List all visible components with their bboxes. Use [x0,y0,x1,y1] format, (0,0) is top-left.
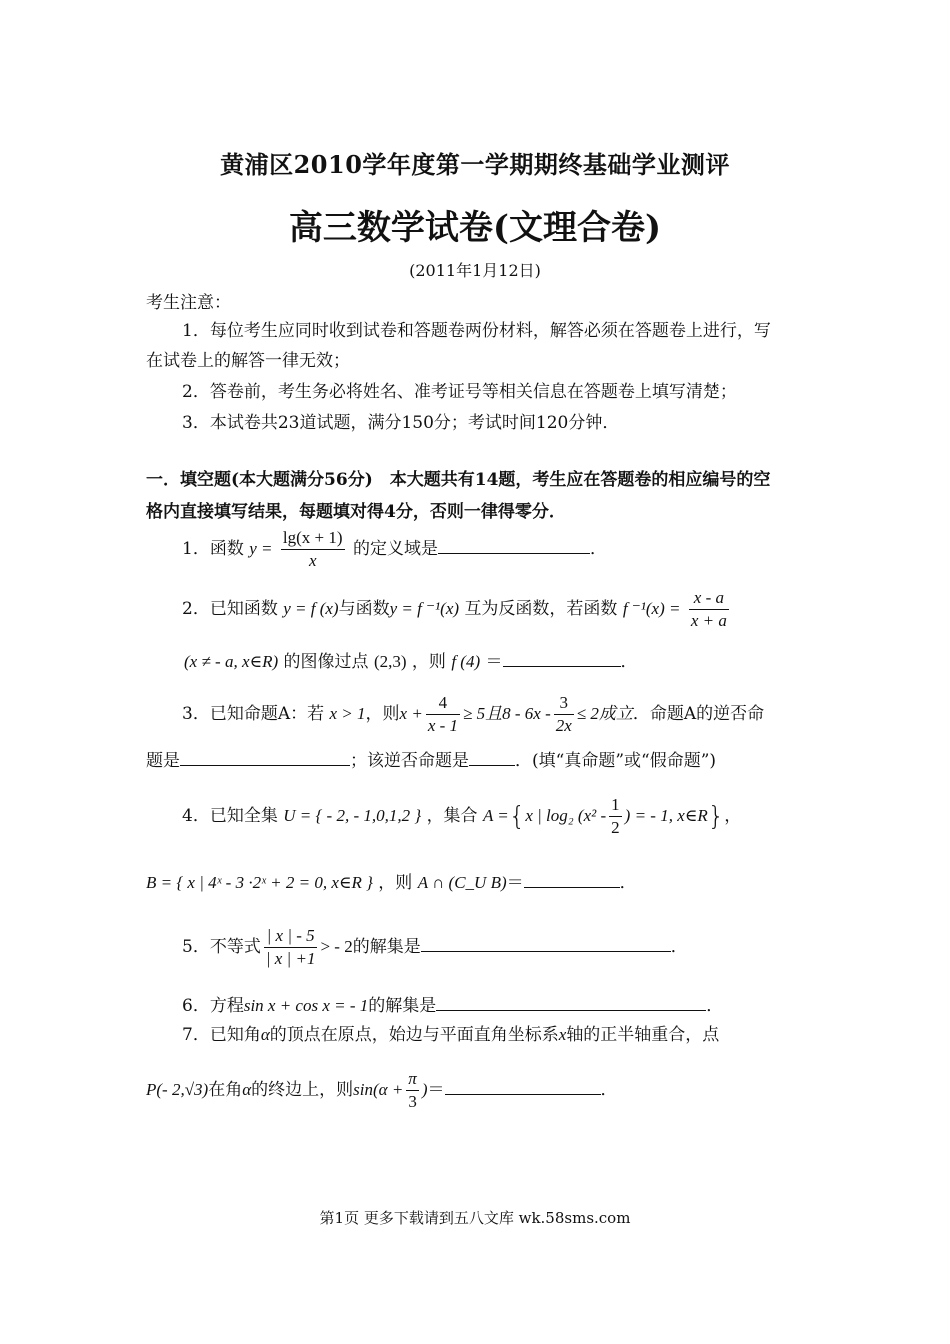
q1-denominator: x [308,551,317,570]
question-7 [182,1020,851,1045]
question-3-cont [146,746,851,771]
q7-line1-a: 7．已知角 [182,1025,261,1045]
q4-then: ，则 [378,873,413,893]
q2-then: ，则 [411,652,446,672]
q3-fraction-1 [426,692,460,737]
q3-numerator-2: 3 [554,692,574,715]
q2-eq: ＝ [485,652,503,672]
q3-expr2: ≥ 5且8 - 6x - [463,704,551,723]
question-3 [182,692,851,737]
q7-mid: 在角 [208,1080,243,1100]
question-2-cont [146,647,851,672]
q7-sin: sin(α + [353,1080,404,1099]
q2-condition: (x ≠ - a, x∈R) [184,652,279,671]
q5-answer-blank [421,935,671,952]
q7-line1-c: 轴的正半轴重合，点 [566,1025,720,1045]
notice-item-1-cont: 在试卷上的解答一律无效； [146,351,350,371]
q4-set-a-tail: ) = - 1, x∈R [624,806,708,825]
q7-numerator: π [406,1068,419,1091]
q2-point: (2,3) [373,652,407,671]
left-brace-icon: { [508,801,526,832]
q7-alpha-2: α [242,1080,252,1099]
q5-numerator: | x | - 5 [264,925,318,948]
q7-x: x [558,1025,567,1044]
q2-end: ． [620,652,638,672]
q7-point: P(- 2,√3) [146,1080,209,1099]
q1-suffix: 的定义域是 [352,539,438,559]
q1-lhs: y = [249,539,273,558]
q4-end: ． [619,873,637,893]
question-5 [182,925,851,970]
question-4 [182,794,851,839]
q3-line2-a: 题是 [146,751,180,771]
q1-fraction [281,527,345,572]
q4-expression: A ∩ (C_U B) [417,873,507,892]
q2-prefix: 2．已知函数 [182,599,278,619]
q4-answer-blank [524,871,620,888]
exam-date: (2011年1月12日) [409,261,541,280]
q3-denominator-1: x - 1 [427,716,459,735]
q3-expr1: x + [399,704,423,723]
exam-title-line2: 高三数学试卷(文理合卷) [288,208,662,248]
q4-comma: ， [724,806,742,826]
q4-fraction [609,794,622,839]
section1-heading: 一．填空题(本大题满分56分) 本大题共有14题，考生应在答题卷的相应编号的空 [146,470,771,490]
q6-equation: sin x + cos x = - 1 [243,996,369,1015]
notice-item-3: 3．本试卷共23道试题，满分150分；考试时间120分钟． [182,413,620,433]
q2-function-1: y = f (x) [283,599,339,618]
q2-numerator: x - a [689,587,729,610]
q1-numerator: lg(x + 1) [281,527,345,550]
q5-end: ． [670,937,688,957]
q3-answer-blank-1 [180,749,350,766]
q3-prefix: 3．已知命题A：若 [182,704,325,724]
q6-end: ． [706,996,724,1016]
q1-prefix: 1．函数 [182,539,244,559]
q4-universal-set: U = { - 2, - 1,0,1,2 } [283,806,422,825]
q3-answer-blank-2 [469,749,515,766]
q6-suffix: 的解集是 [368,996,437,1016]
q3-condition: x > 1 [329,704,366,723]
section1-instructions: 格内直接填写结果，每题填对得4分，否则一律得零分． [146,502,566,522]
question-6 [182,991,851,1016]
q2-mid2: 互为反函数，若函数 [464,599,618,619]
q5-suffix: 的解集是 [352,937,421,957]
q7-eq: ＝ [427,1080,445,1100]
q5-prefix: 5．不等式 [182,937,261,957]
q6-answer-blank [436,994,706,1011]
q4-denominator: 2 [611,818,620,837]
q4-set-b: B = { x | 4ˣ - 3 ·2ˣ + 2 = 0, x∈R } [146,873,373,892]
q3-numerator-1: 4 [426,692,460,715]
q3-denominator-2: 2x [555,716,572,735]
q7-line1-b: 的顶点在原点，始边与平面直角坐标系 [269,1025,559,1045]
q5-denominator: | x | +1 [265,949,316,968]
q7-fraction [406,1068,419,1113]
q2-fvalue: f (4) [451,652,481,671]
q7-mid2: 的终边上，则 [251,1080,354,1100]
q3-then: ，则 [365,704,400,724]
q3-line2-b: ；该逆否命题是 [350,751,469,771]
q4-set-a-left: A = [482,806,509,825]
q2-mid: 与函数 [338,599,390,619]
q2-fraction [689,587,729,632]
q4-prefix: 4．已知全集 [182,806,278,826]
q7-alpha: α [260,1025,270,1044]
q1-answer-blank [438,537,590,554]
exam-title-line1: 黄浦区2010学年度第一学期期终基础学业测评 [220,150,730,179]
q3-tail: ．命题A的逆否命 [632,704,765,724]
q2-function-2: y = f ⁻¹(x) [389,599,460,618]
q4-eq: ＝ [506,873,524,893]
notice-item-2: 2．答卷前，考生务必将姓名、准考证号等相关信息在答题卷上填写清楚； [182,382,737,402]
q3-line2-c: ．(填“真命题”或“假命题”) [515,751,717,771]
question-7-cont [146,1068,851,1113]
q4-numerator: 1 [609,794,622,817]
question-1 [182,527,851,572]
q6-prefix: 6．方程 [182,996,244,1016]
q3-fraction-2 [554,692,574,737]
q7-end: ． [600,1080,618,1100]
question-2 [182,587,851,632]
q7-denominator: 3 [408,1092,417,1111]
q3-expr3: ≤ 2成立 [576,704,633,723]
q2-answer-blank [503,650,621,667]
notice-heading: 考生注意： [146,293,231,313]
q4-mid: ，集合 [426,806,478,826]
notice-item-1: 1．每位考生应同时收到试卷和答题卷两份材料，解答必须在答题卷上进行，写 [182,321,771,341]
q5-fraction [264,925,318,970]
q1-end: ． [589,539,607,559]
q2-function-3: f ⁻¹(x) = [622,599,681,618]
q7-answer-blank [445,1078,601,1095]
q5-rhs: > - 2 [320,937,353,956]
right-brace-icon: } [707,801,725,832]
q7-close: ) [421,1080,428,1099]
q2-denominator: x + a [690,611,727,630]
page-footer: 第1页 更多下载请到五八文库 wk.58sms.com [319,1209,631,1227]
q2-text2: 的图像过点 [283,652,369,672]
q4-set-a-inner: x | log₂ (x² - [525,806,607,825]
question-4-cont [146,868,851,893]
